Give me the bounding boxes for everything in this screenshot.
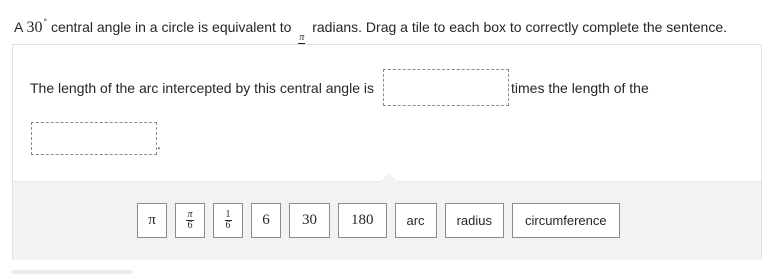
tray-pointer <box>380 173 398 182</box>
tile-30-label: 30 <box>302 212 317 228</box>
tile-arc[interactable] <box>395 203 437 238</box>
sentence-end: . <box>157 136 161 152</box>
fraction-numerator: π <box>299 32 305 43</box>
tile-pi-over-6[interactable] <box>175 203 205 238</box>
question-suffix: radians. Drag a tile to each box to correctly complete the sentence. <box>312 19 728 35</box>
tile-tray <box>13 181 761 260</box>
tile-radius-label: radius <box>456 213 492 228</box>
tile-180-label: 180 <box>351 212 374 228</box>
question-prefix: A <box>14 19 23 35</box>
tile-pi-label: π <box>148 212 156 228</box>
tile-numerator: 1 <box>225 209 231 220</box>
tile-circumference[interactable] <box>512 203 620 238</box>
sentence-text-2: times the length of the <box>511 80 649 96</box>
degree-symbol: ° <box>43 17 48 27</box>
tile-180[interactable] <box>338 203 387 238</box>
drop-box-1[interactable] <box>383 69 509 106</box>
drag-drop-panel <box>12 44 762 259</box>
sentence-text-1: The length of the arc intercepted by this central angle is <box>30 80 374 96</box>
tile-numerator: π <box>187 209 193 220</box>
tile-list <box>137 203 620 238</box>
tile-radius[interactable] <box>445 203 504 238</box>
tile-circumference-label: circumference <box>524 213 607 228</box>
tile-one-sixth-fraction <box>225 210 232 231</box>
tile-arc-label: arc <box>406 213 425 228</box>
tile-pi[interactable] <box>137 203 167 238</box>
tile-30[interactable] <box>289 203 330 238</box>
tile-6[interactable] <box>251 203 281 238</box>
question-mid: central angle in a circle is equivalent to <box>50 19 292 35</box>
tile-denominator: 6 <box>187 220 193 231</box>
angle-value: 30 <box>26 19 43 36</box>
footer-bar <box>12 270 132 274</box>
tile-pi-over-6-fraction <box>186 210 193 231</box>
tile-denominator: 6 <box>225 220 231 231</box>
tile-6-label: 6 <box>262 212 270 228</box>
drop-box-2[interactable] <box>31 122 157 155</box>
tile-one-sixth[interactable] <box>213 203 243 238</box>
